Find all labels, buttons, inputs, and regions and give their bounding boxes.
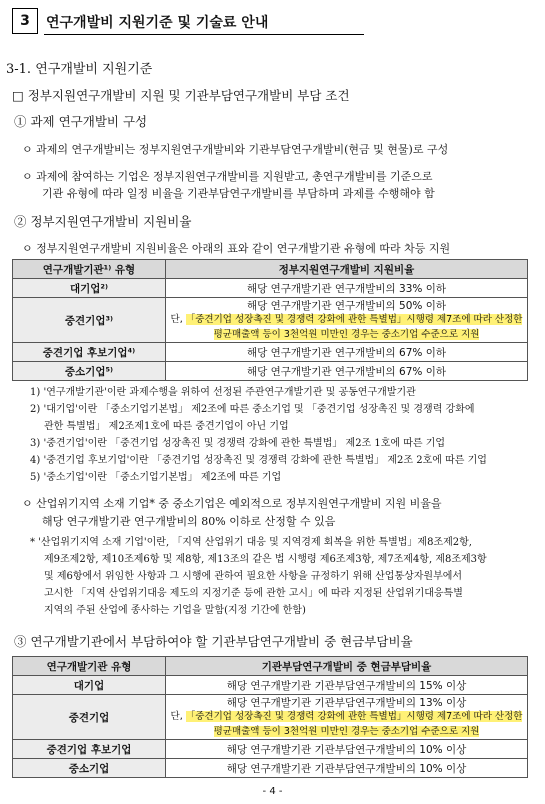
row-note xyxy=(166,313,527,327)
special-note-4: 고시한 「지역 산업위기대응 제도의 지정기준 등에 관한 고시」에 따라 지정된 산업위기대응특별 xyxy=(44,588,463,599)
row-type: 대기업²⁾ xyxy=(13,279,166,298)
table-header-row xyxy=(13,657,528,676)
special-note-2: 제9조제2항, 제10조제6항 및 제8항, 제13조의 같은 법 시행령 제6조제3항, 제7조제4항, 제8조제3항 xyxy=(44,554,487,565)
row-value: 해당 연구개발기관 연구개발비의 67% 이하 xyxy=(166,343,528,362)
row-type: 중견기업 후보기업⁴⁾ xyxy=(13,343,166,362)
section-number: 3 xyxy=(12,8,38,34)
row-value: 해당 연구개발기관 연구개발비의 50% 이하 xyxy=(247,299,446,312)
row-value-with-note xyxy=(166,695,528,740)
table-row xyxy=(13,362,528,381)
row-note-line2 xyxy=(166,327,527,342)
row-value: 해당 연구개발기관 기관부담연구개발비의 10% 이상 xyxy=(166,759,528,778)
row-type: 중견기업 후보기업 xyxy=(13,740,166,759)
table-row xyxy=(13,740,528,759)
footnote-1: 1) '연구개발기관'이란 과제수행을 위하여 선정된 주관연구개발기관 및 공동연구개발기관 xyxy=(30,387,416,398)
note-highlight-line1: 「중견기업 성장촉진 및 경쟁력 강화에 관한 특별법」시행령 제7조에 따라 산정한 xyxy=(185,710,523,722)
note-prefix: 단, xyxy=(170,710,186,722)
item1-bullet2-line2: 기관 유형에 따라 일정 비율을 기관부담연구개발비를 부담하며 과제를 수행해야 함 xyxy=(42,187,435,200)
special-line2: 해당 연구개발기관 연구개발비의 80% 이하로 산정할 수 있음 xyxy=(42,515,336,528)
section-header xyxy=(12,8,535,34)
cash-ratio-table xyxy=(12,656,528,778)
row-type: 중소기업 xyxy=(13,759,166,778)
row-value: 해당 연구개발기관 연구개발비의 33% 이하 xyxy=(166,279,528,298)
item3-title: ③ 연구개발기관에서 부담하여야 할 기관부담연구개발비 중 현금부담비율 xyxy=(14,634,413,649)
note-highlight-line1: 「중견기업 성장촉진 및 경쟁력 강화에 관한 특별법」시행령 제7조에 따라 산정한 xyxy=(185,313,523,325)
row-type: 대기업 xyxy=(13,676,166,695)
table-row xyxy=(13,279,528,298)
item1-title: ① 과제 연구개발비 구성 xyxy=(14,114,148,129)
special-note-5: 지역의 주된 산업에 종사하는 기업을 말함(지정 기간에 한함) xyxy=(44,605,306,616)
row-type: 중견기업³⁾ xyxy=(13,298,166,343)
sub-heading: 3-1. 연구개발비 지원기준 xyxy=(6,62,153,77)
footnote-5: 5) '중소기업'이란 「중소기업기본법」 제2조에 따른 기업 xyxy=(30,472,282,483)
section-underline xyxy=(44,34,364,35)
special-note-3: 및 제6항에서 위임한 사항과 그 시행에 관하여 필요한 사항을 규정하기 위해 산업통상자원부에서 xyxy=(44,571,463,582)
row-value: 해당 연구개발기관 기관부담연구개발비의 15% 이상 xyxy=(166,676,528,695)
row-value: 해당 연구개발기관 연구개발비의 67% 이하 xyxy=(166,362,528,381)
footnote-4: 4) '중견기업 후보기업'이란 「중견기업 성장촉진 및 경쟁력 강화에 관한 특별법」 제2조 2호에 따른 기업 xyxy=(30,455,487,466)
row-type: 중소기업⁵⁾ xyxy=(13,362,166,381)
note-prefix: 단, xyxy=(170,313,186,325)
note-highlight-line2: 평균매출액 등이 3천억원 미만인 경우는 중소기업 수준으로 지원 xyxy=(213,725,480,737)
special-note-1: * '산업위기지역 소재 기업'이란, 「지역 산업위기 대응 및 지역경제 회복을 위한 특별법」제8조제2항, xyxy=(30,537,472,548)
table-row xyxy=(13,298,528,343)
table-header-ratio: 정부지원연구개발비 지원비율 xyxy=(166,260,528,279)
row-value: 해당 연구개발기관 기관부담연구개발비의 13% 이상 xyxy=(226,696,467,709)
item2-title: ② 정부지원연구개발비 지원비율 xyxy=(14,214,192,229)
page-number: - 4 - xyxy=(262,786,283,797)
table-row xyxy=(13,676,528,695)
table-header-type: 연구개발기관¹⁾ 유형 xyxy=(13,260,166,279)
footnote-2: 2) '대기업'이란 「중소기업기본법」 제2조에 따른 중소기업 및 「중견기업 성장촉진 및 경쟁력 강화에 xyxy=(30,404,475,415)
table-header-type: 연구개발기관 유형 xyxy=(13,657,166,676)
box-heading: □ 정부지원연구개발비 지원 및 기관부담연구개발비 부담 조건 xyxy=(12,88,350,103)
footnote-2-cont: 관한 특별법」 제2조제1호에 따른 중견기업이 아닌 기업 xyxy=(44,421,289,432)
table-header-ratio: 기관부담연구개발비 중 현금부담비율 xyxy=(166,657,528,676)
row-value: 해당 연구개발기관 기관부담연구개발비의 10% 이상 xyxy=(166,740,528,759)
item1-bullet2-line1: ㅇ 과제에 참여하는 기업은 정부지원연구개발비를 지원받고, 총연구개발비를 기준으로 xyxy=(22,170,433,183)
row-value-with-note xyxy=(166,298,528,343)
row-type: 중견기업 xyxy=(13,695,166,740)
table-row xyxy=(13,695,528,740)
note-highlight-line2: 평균매출액 등이 3천억원 미만인 경우는 중소기업 수준으로 지원 xyxy=(213,328,480,340)
special-line1: ㅇ 산업위기지역 소재 기업* 중 중소기업은 예외적으로 정부지원연구개발비 지원 비율을 xyxy=(22,497,442,510)
table-header-row xyxy=(13,260,528,279)
support-ratio-table xyxy=(12,259,528,381)
row-note xyxy=(166,710,527,724)
section-title: 연구개발비 지원기준 및 기술료 안내 xyxy=(46,15,269,31)
table-row xyxy=(13,343,528,362)
row-note-line2 xyxy=(166,724,527,739)
item2-bullet: ㅇ 정부지원연구개발비 지원비율은 아래의 표와 같이 연구개발기관 유형에 따라 차등 지원 xyxy=(22,242,451,255)
item1-bullet1: ㅇ 과제의 연구개발비는 정부지원연구개발비와 기관부담연구개발비(현금 및 현물)로 구성 xyxy=(22,143,449,156)
footnote-3: 3) '중견기업'이란 「중견기업 성장촉진 및 경쟁력 강화에 관한 특별법」 제2조 1호에 따른 기업 xyxy=(30,438,446,449)
table-row xyxy=(13,759,528,778)
